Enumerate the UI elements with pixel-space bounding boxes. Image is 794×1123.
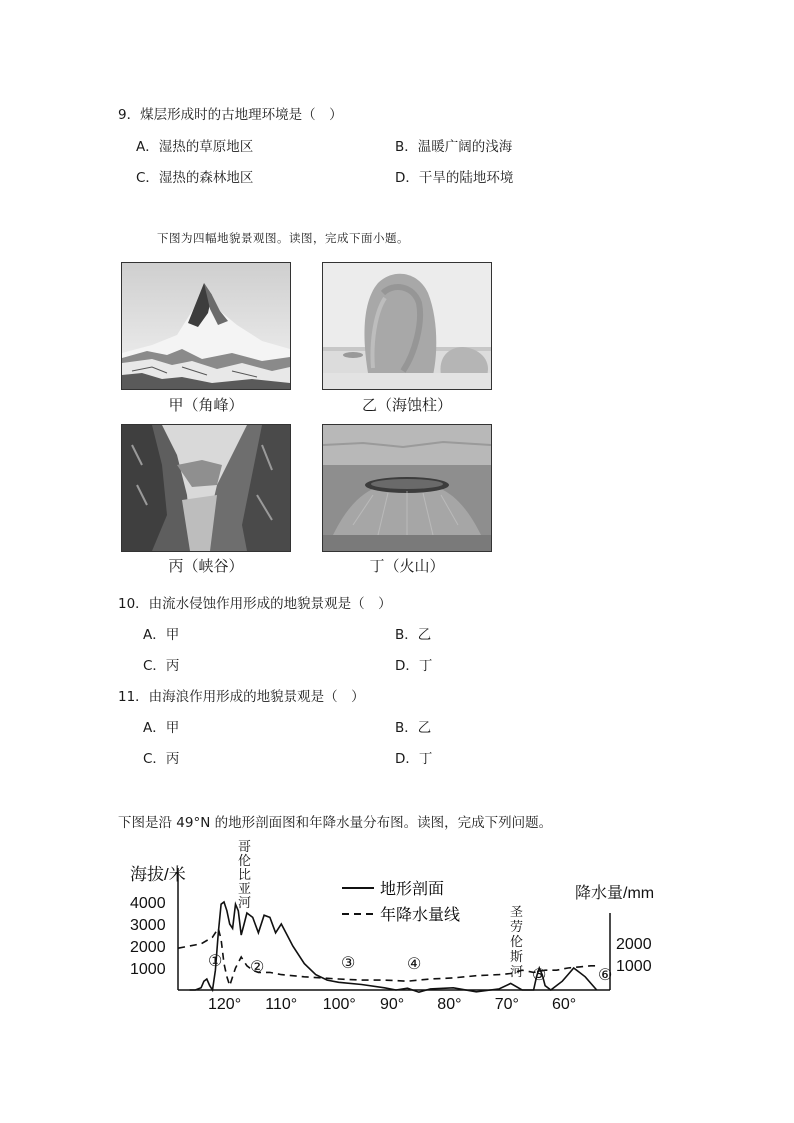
q11-stem: 11．由海浪作用形成的地貌景观是（ ）	[118, 689, 365, 705]
river-label-char: 哥	[238, 839, 252, 854]
right-tick-1000: 1000	[616, 958, 652, 975]
terrain-precipitation-chart	[120, 838, 680, 1018]
x-tick-label: 100°	[322, 996, 356, 1013]
x-tick-label: 110°	[265, 996, 298, 1013]
photo-caption-ding: 丁（火山）	[369, 557, 445, 575]
left-tick-4000: 4000	[130, 895, 166, 912]
q9-option-d[interactable]: D．干旱的陆地环境	[395, 170, 514, 186]
st-lawrence-river-label	[510, 904, 523, 979]
photo-caption-jia: 甲（角峰）	[168, 396, 244, 414]
right-tick-2000: 2000	[616, 936, 652, 953]
circled-marker-4: ④	[407, 956, 422, 973]
photo-caption-yi: 乙（海蚀柱）	[361, 396, 452, 414]
q9-option-b[interactable]: B．温暖广阔的浅海	[395, 139, 513, 155]
left-tick-1000: 1000	[130, 961, 166, 978]
q11-option-d[interactable]: D．丁	[395, 751, 433, 767]
circled-marker-1: ①	[208, 953, 223, 970]
x-tick-label: 90°	[380, 996, 405, 1013]
circled-marker-6: ⑥	[598, 967, 613, 984]
left-tick-2000: 2000	[130, 939, 166, 956]
left-tick-3000: 3000	[130, 917, 166, 934]
q11-option-c[interactable]: C．丙	[143, 751, 180, 767]
q10-option-b[interactable]: B．乙	[395, 627, 432, 643]
q11-option-a[interactable]: A．甲	[143, 720, 180, 736]
q10-stem: 10．由流水侵蚀作用形成的地貌景观是（ ）	[118, 596, 392, 612]
river-label-char: 河	[510, 964, 524, 979]
river-label-char: 比	[238, 867, 252, 882]
landform-intro: 下图为四幅地貌景观图。读图，完成下面小题。	[157, 231, 409, 245]
river-label-char: 劳	[510, 919, 524, 934]
q9-option-a[interactable]: A．湿热的草原地区	[136, 139, 254, 155]
x-tick-label: 120°	[208, 996, 242, 1013]
sea-stack-photo	[322, 262, 492, 390]
x-tick-label: 60°	[552, 996, 577, 1013]
left-axis-label: 海拔/米	[130, 865, 186, 884]
matterhorn-peak-photo	[121, 262, 291, 390]
photo-caption-bing: 丙（峡谷）	[168, 557, 244, 575]
river-label-char: 河	[238, 895, 252, 910]
river-label-char: 伦	[510, 934, 524, 949]
q9-option-c[interactable]: C．湿热的森林地区	[136, 170, 254, 186]
q10-option-d[interactable]: D．丁	[395, 658, 433, 674]
circled-marker-2: ②	[250, 959, 265, 976]
x-tick-label: 80°	[437, 996, 462, 1013]
river-label-char: 斯	[510, 949, 524, 964]
circled-marker-3: ③	[341, 955, 356, 972]
circled-marker-5: ⑤	[532, 967, 547, 984]
volcano-crater-photo	[322, 424, 492, 552]
river-label-char: 亚	[238, 881, 252, 896]
river-label-char: 圣	[510, 904, 524, 919]
river-label-char: 伦	[238, 853, 252, 868]
profile-intro: 下图是沿 49°N 的地形剖面图和年降水量分布图。读图，完成下列问题。	[118, 815, 553, 831]
legend-terrain-label: 地形剖面	[380, 881, 445, 898]
legend-precip-label: 年降水量线	[380, 907, 461, 924]
gorge-photo	[121, 424, 291, 552]
q10-option-c[interactable]: C．丙	[143, 658, 180, 674]
q10-option-a[interactable]: A．甲	[143, 627, 180, 643]
columbia-river-label	[238, 839, 251, 910]
q11-option-b[interactable]: B．乙	[395, 720, 432, 736]
x-tick-label: 70°	[494, 996, 519, 1013]
right-axis-label: 降水量/mm	[575, 885, 655, 902]
q9-stem: 9．煤层形成时的古地理环境是（ ）	[118, 107, 343, 123]
